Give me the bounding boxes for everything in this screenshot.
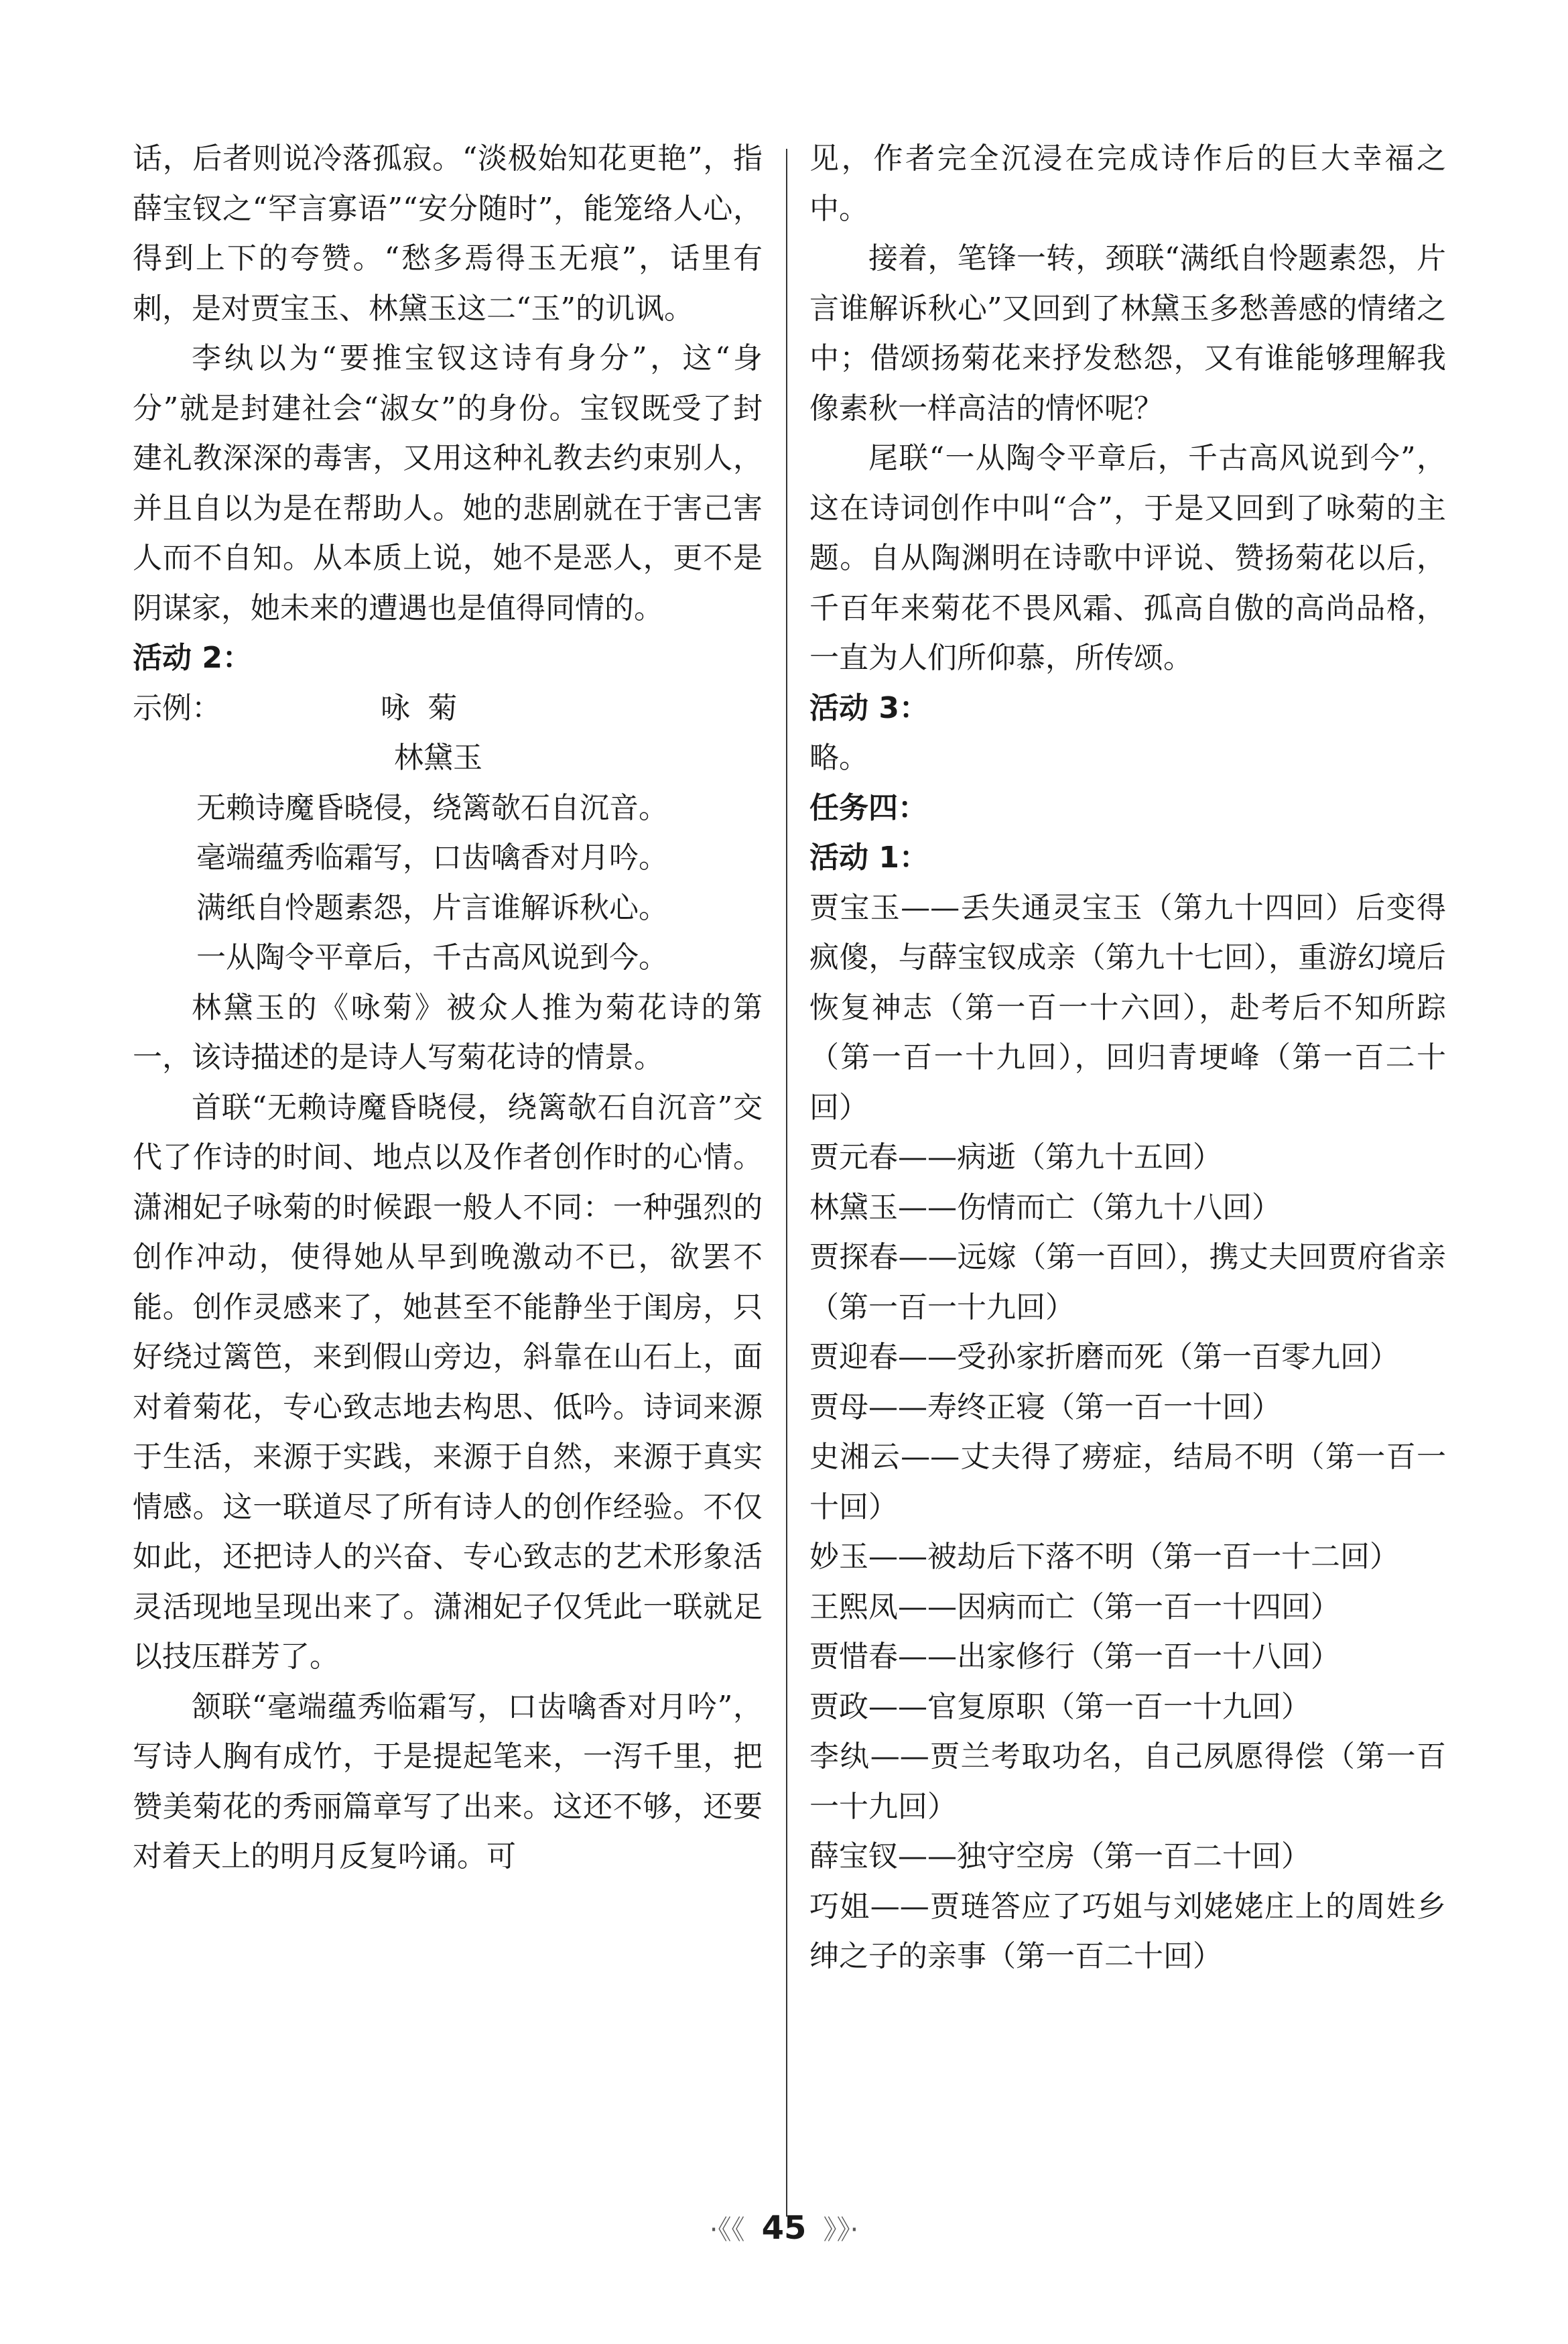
column-divider bbox=[786, 149, 787, 2217]
paragraph: 见，作者完全沉浸在完成诗作后的巨大幸福之中。 bbox=[809, 141, 1446, 226]
paragraph: 接着，笔锋一转，颈联“满纸自怜题素怨，片言谁解诉秋心”又回到了林黛玉多愁善感的情绪之中；借颂扬菊花来抒发愁怨，又有谁能够理解我像素秋一样高洁的情怀呢？ bbox=[809, 241, 1446, 426]
poem-author: 林黛玉 bbox=[394, 741, 482, 775]
example-row bbox=[133, 684, 763, 734]
character-fate: 林黛玉——伤情而亡（第九十八回） bbox=[809, 1190, 1281, 1225]
poem-line: 一从陶令平章后，千古高风说到今。 bbox=[196, 940, 668, 975]
paragraph: 颔联“毫端蕴秀临霜写，口齿噙香对月吟”，写诗人胸有成竹，于是提起笔来，一泻千里，把赞美菊花的秀丽篇章写了出来。这还不够，还要对着天上的明月反复吟诵。可 bbox=[133, 1689, 763, 1873]
character-fate: 薛宝钗——独守空房（第一百二十回） bbox=[809, 1839, 1311, 1873]
character-fate: 妙玉——被劫后下落不明（第一百一十二回） bbox=[809, 1540, 1399, 1574]
left-column bbox=[133, 134, 763, 1882]
character-fate: 李纨——贾兰考取功名，自己夙愿得偿（第一百一十九回） bbox=[809, 1739, 1446, 1824]
activity-heading: 活动 2： bbox=[133, 641, 252, 675]
example-label: 示例： bbox=[133, 690, 221, 725]
poem-line: 满纸自怜题素怨，片言谁解诉秋心。 bbox=[196, 890, 668, 925]
activity-answer: 略。 bbox=[809, 741, 868, 775]
activity-heading: 活动 1： bbox=[809, 841, 929, 875]
footer-ornament-left: ·《《 bbox=[709, 2215, 745, 2245]
character-fate: 贾迎春——受孙家折磨而死（第一百零九回） bbox=[809, 1340, 1399, 1374]
character-fate: 贾元春——病逝（第九十五回） bbox=[809, 1140, 1222, 1174]
right-column bbox=[809, 134, 1446, 1982]
paragraph: 李纨以为“要推宝钗这诗有身分”，这“身分”就是封建社会“淑女”的身份。宝钗既受了封建礼教深深的毒害，又用这种礼教去约束别人，并且自以为是在帮助人。她的悲剧就在于害己害人而不自知。从本质上说，她不是恶人，更不是阴谋家，她未来的遭遇也是值得同情的。 bbox=[133, 341, 763, 625]
poem-line: 毫端蕴秀临霜写，口齿噙香对月吟。 bbox=[196, 841, 668, 875]
paragraph: 林黛玉的《咏菊》被众人推为菊花诗的第一，该诗描述的是诗人写菊花诗的情景。 bbox=[133, 990, 763, 1074]
character-fate: 贾宝玉——丢失通灵宝玉（第九十四回）后变得疯傻，与薛宝钗成亲（第九十七回），重游幻境后恢复神志（第一百一十六回），赴考后不知所踪（第一百一十九回），回归青埂峰（第一百二十回） bbox=[809, 890, 1446, 1125]
activity-heading: 活动 3： bbox=[809, 690, 929, 725]
task-heading: 任务四： bbox=[809, 790, 927, 825]
paragraph: 尾联“一从陶令平章后，千古高风说到今”，这在诗词创作中叫“合”，于是又回到了咏菊的主题。自从陶渊明在诗歌中评说、赞扬菊花以后，千百年来菊花不畏风霜、孤高自傲的高尚品格，一直为人们所仰慕，所传颂。 bbox=[809, 441, 1446, 675]
character-fate: 贾政——官复原职（第一百一十九回） bbox=[809, 1689, 1311, 1724]
poem-title: 咏菊 bbox=[381, 690, 475, 725]
character-fate: 贾探春——远嫁（第一百回），携丈夫回贾府省亲（第一百一十九回） bbox=[809, 1240, 1446, 1324]
character-fate: 巧姐——贾琏答应了巧姐与刘姥姥庄上的周姓乡绅之子的亲事（第一百二十回） bbox=[809, 1889, 1446, 1973]
page-number: 45 bbox=[761, 2209, 807, 2247]
paragraph: 话，后者则说冷落孤寂。“淡极始知花更艳”，指薛宝钗之“罕言寡语”“安分随时”，能笼络人心，得到上下的夸赞。“愁多焉得玉无痕”，话里有刺，是对贾宝玉、林黛玉这二“玉”的讥讽。 bbox=[133, 141, 763, 326]
footer-ornament-right: 》》· bbox=[823, 2215, 859, 2245]
character-fate: 史湘云——丈夫得了痨症，结局不明（第一百一十回） bbox=[809, 1440, 1446, 1524]
character-fate: 贾惜春——出家修行（第一百一十八回） bbox=[809, 1640, 1340, 1674]
character-fate: 王熙凤——因病而亡（第一百一十四回） bbox=[809, 1589, 1340, 1624]
paragraph: 首联“无赖诗魔昏晓侵，绕篱欹石自沉音”交代了作诗的时间、地点以及作者创作时的心情。潇湘妃子咏菊的时候跟一般人不同：一种强烈的创作冲动，使得她从早到晚激动不已，欲罢不能。创作灵感来了，她甚至不能静坐于闺房，只好绕过篱笆，来到假山旁边，斜靠在山石上，面对着菊花，专心致志地去构思、低吟。诗词来源于生活，来源于实践，来源于自然，来源于真实情感。这一联道尽了所有诗人的创作经验。不仅如此，还把诗人的兴奋、专心致志的艺术形象活灵活现地呈现出来了。潇湘妃子仅凭此一联就足以技压群芳了。 bbox=[133, 1090, 763, 1674]
character-fate: 贾母——寿终正寝（第一百一十回） bbox=[809, 1390, 1281, 1424]
poem-line: 无赖诗魔昏晓侵，绕篱欹石自沉音。 bbox=[196, 790, 668, 825]
page-footer bbox=[0, 2209, 1568, 2247]
